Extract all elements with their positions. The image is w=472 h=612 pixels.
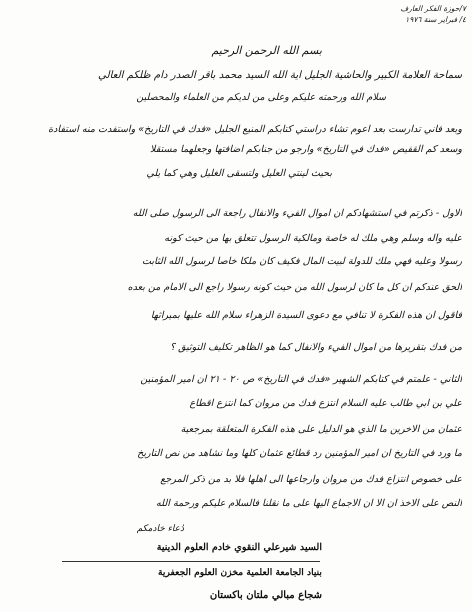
salutation-line-2: سلام الله ورحمته عليكم وعلى من لديكم من العلماء والمحصلين — [136, 92, 386, 103]
letter-line: ما ورد في التاريخ ان امير المؤمنين رد قطائع عثمان كلها وما نشاهد من نص التاريخ — [137, 448, 462, 459]
signature-name: السيد شيرعلي النقوي خادم العلوم الدينية — [156, 542, 322, 553]
signature-institution: بنياد الجامعة العلمية مخزن العلوم الجعفرية — [157, 567, 322, 578]
letter-line: الاول - ذكرتم في استشهادكم ان اموال الفيء والانفال راجعة الى الرسول صلى الله — [132, 208, 462, 219]
letter-line: عليه وآله وسلم وهي ملك له خاصة ومالكية الرسول تتعلق بها من حيث كونه — [164, 233, 462, 244]
letter-line: بحيث لينتي العليل ولتسقى الغليل وهي كما يلي — [146, 168, 332, 179]
letter-line: الحق عندكم ان كل ما كان لرسول الله من حيث كونه رسولا راجع الى الامام من بعده — [127, 282, 462, 293]
letter-line: النص على الاخذ ان الا ان الاجماع اليها على ما نقلنا فالسلام عليكم ورحمة الله — [156, 498, 462, 509]
letter-line: وبعد فاني تدارست بعد اعوم تشاء دراستي كتابكم المنيع الجليل «فدك في التاريخ» واستفدت منه استفادة — [48, 124, 462, 135]
salutation-line-1: سماحة العلامة الكبير والحاشية الجليل آية الله السيد محمد باقر الصدر دام ظلكم العالي — [97, 70, 462, 81]
letter-line: رسولا وعليه فهي ملك للدولة لبيت المال فكيف كان ملكا خاصا لرسول الله الثابت — [141, 256, 462, 267]
basmala: بسم الله الرحمن الرحيم — [211, 44, 322, 57]
letter-line: عثمان من الاخرين ما الذي هو الدليل على هذه الفكرة المتعلقة بمرجعية — [180, 424, 462, 435]
signature-underline — [62, 561, 320, 562]
letter-line: الثاني - علمتم في كتابكم الشهير «فدك في التاريخ» ص ٢٠ - ٢١ ان امير المؤمنين — [140, 374, 462, 385]
letter-line: وسعد كم القفيص «فدك في التاريخ» وارجو من جنابكم اضافتها وجعلهما مستقلا — [150, 144, 462, 155]
signature-location: شجاع مبالي ملتان باكستان — [209, 590, 322, 601]
letter-line: من فدك بتقريرها من اموال الفيء والانفال كما هو الظاهر تكليف التوثيق ؟ — [169, 342, 462, 353]
closing: دُعاء خادمكم — [136, 524, 184, 534]
reference-number: ٧/حوزة الفكر العارف — [400, 4, 466, 13]
letter-date: ٤/ فبراير سنة ١٩٧٦ — [405, 15, 466, 24]
letter-line: على خصوص انتزاع فدك من مروان وارجاعها الى اهلها فلا بد من ذكر المرجع — [160, 474, 462, 485]
letter-line: فاقول ان هذه الفكرة لا تنافي مع دعوى السيدة الزهراء سلام الله عليها بميراثها — [150, 310, 462, 321]
letter-line: علي بن ابي طالب عليه السلام انتزع فدك من مروان كما انتزع اقطاع — [189, 398, 462, 409]
